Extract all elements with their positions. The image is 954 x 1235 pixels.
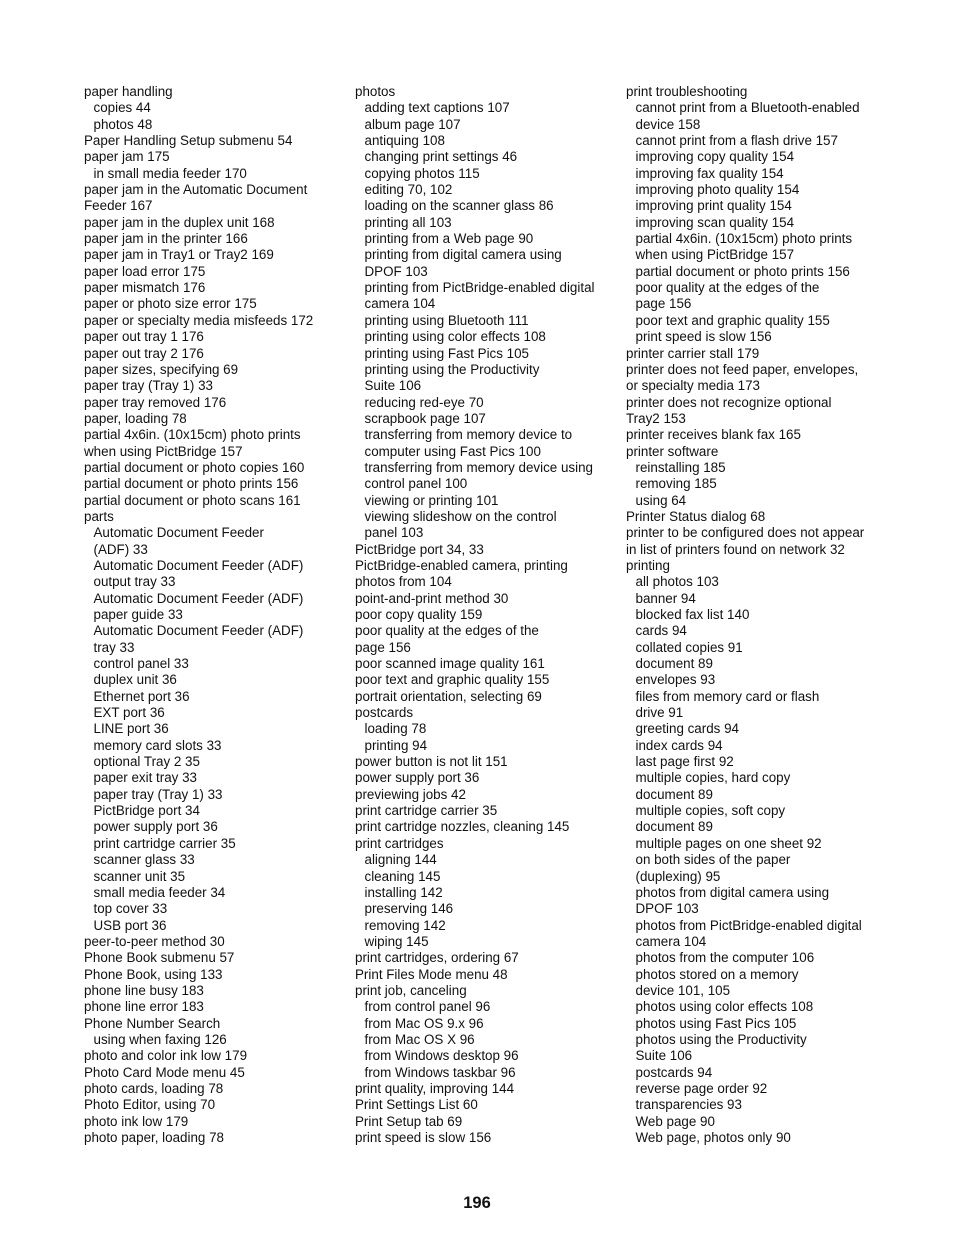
index-subentry: from Windows taskbar 96 [364, 1064, 516, 1080]
index-subentry: printing from digital camera using [364, 247, 562, 263]
index-entry: print cartridge nozzles, cleaning 145 [355, 819, 570, 835]
index-subentry: paper exit tray 33 [93, 770, 197, 786]
index-entry: Phone Book submenu 57 [84, 950, 235, 966]
index-subentry: printing using Fast Pics 105 [364, 345, 529, 361]
index-subentry: changing print settings 46 [364, 149, 518, 165]
index-entry: partial document or photo copies 160 [84, 459, 305, 475]
index-entry: print cartridges, ordering 67 [355, 950, 519, 966]
index-entry: print cartridges [355, 835, 444, 851]
index-subentry: files from memory card or flash [635, 688, 820, 704]
index-subentry: in small media feeder 170 [93, 165, 247, 181]
index-entry: photo ink low 179 [84, 1113, 189, 1129]
index-subentry: transferring from memory device using [364, 459, 593, 475]
index-entry: Feeder 167 [84, 198, 153, 214]
index-subentry: viewing or printing 101 [364, 492, 499, 508]
index-entry: print job, canceling [355, 982, 467, 998]
index-subentry: optional Tray 2 35 [93, 754, 200, 770]
index-entry: poor text and graphic quality 155 [355, 672, 550, 688]
index-entry: photo paper, loading 78 [84, 1130, 224, 1145]
index-subentry: blocked fax list 140 [635, 607, 750, 622]
index-subentry: tray 33 [93, 639, 135, 655]
index-subentry: control panel 33 [93, 656, 189, 672]
index-entry: paper tray removed 176 [84, 394, 227, 410]
index-subentry: page 156 [635, 296, 692, 312]
index-entry: paper sizes, specifying 69 [84, 361, 239, 377]
index-subentry: device 158 [635, 116, 701, 132]
index-entry: Paper Handling Setup submenu 54 [84, 133, 293, 149]
index-entry: printer does not recognize optional [626, 394, 832, 410]
index-subentry: output tray 33 [93, 574, 176, 590]
index-entry: page 156 [355, 639, 411, 655]
index-subentry: index cards 94 [635, 737, 723, 753]
index-subentry: reducing red-eye 70 [364, 394, 484, 410]
index-subentry: (duplexing) 95 [635, 868, 721, 884]
index-subentry: adding text captions 107 [364, 100, 510, 116]
index-subentry: cleaning 145 [364, 868, 441, 884]
index-subentry: cards 94 [635, 623, 687, 639]
index-entry: PictBridge port 34, 33 [355, 541, 484, 557]
index-subentry: Suite 106 [364, 378, 422, 394]
index-subentry: DPOF 103 [364, 263, 428, 279]
index-subentry: duplex unit 36 [93, 672, 177, 688]
index-subentry: device 101, 105 [635, 982, 731, 998]
index-entry: Photo Editor, using 70 [84, 1097, 216, 1113]
index-subentry: last page first 92 [635, 754, 734, 770]
index-subentry: multiple copies, hard copy [635, 770, 791, 786]
index-entry: print cartridge carrier 35 [355, 803, 498, 819]
index-subentry: drive 91 [635, 705, 684, 721]
index-entry: paper load error 175 [84, 263, 206, 279]
index-subentry: Automatic Document Feeder (ADF) [93, 623, 304, 639]
index-entry: paper jam in the Automatic Document [84, 182, 308, 198]
index-subentry: Ethernet port 36 [93, 688, 190, 704]
index-subentry: antiquing 108 [364, 133, 445, 149]
index-entry: print quality, improving 144 [355, 1080, 515, 1096]
index-subentry: Automatic Document Feeder (ADF) [93, 590, 304, 606]
index-column-3 [626, 84, 896, 1146]
index-subentry: from control panel 96 [364, 999, 491, 1015]
index-subentry: photos using Fast Pics 105 [635, 1015, 797, 1031]
index-entry: Tray2 153 [626, 410, 686, 426]
index-entry: printing [626, 557, 670, 573]
index-subentry: removing 142 [364, 917, 446, 933]
index-entry: parts [84, 508, 114, 524]
index-column-1 [84, 84, 346, 1146]
index-entry: paper, loading 78 [84, 410, 187, 426]
index-subentry: printing using color effects 108 [364, 329, 546, 345]
index-subentry: camera 104 [635, 933, 707, 949]
index-entry: photos from 104 [355, 574, 452, 590]
index-entry: power button is not lit 151 [355, 754, 508, 770]
index-entry: Phone Book, using 133 [84, 966, 223, 982]
index-subentry: transferring from memory device to [364, 427, 573, 443]
index-entry: printer does not feed paper, envelopes, [626, 361, 859, 377]
index-entry: Print Files Mode menu 48 [355, 966, 508, 982]
index-subentry: copying photos 115 [364, 165, 480, 181]
index-entry: phone line busy 183 [84, 982, 204, 998]
index-entry: printer to be configured does not appear [626, 525, 865, 541]
index-entry: paper jam in Tray1 or Tray2 169 [84, 247, 274, 263]
index-subentry: postcards 94 [635, 1064, 713, 1080]
index-subentry: memory card slots 33 [93, 737, 222, 753]
index-entry: or specialty media 173 [626, 378, 760, 394]
index-entry: poor scanned image quality 161 [355, 656, 545, 672]
index-entry: Printer Status dialog 68 [626, 508, 766, 524]
index-entry: Print Settings List 60 [355, 1097, 478, 1113]
index-subentry: photos from PictBridge-enabled digital [635, 917, 862, 933]
index-subentry: document 89 [635, 656, 713, 672]
index-subentry: Web page 90 [635, 1113, 715, 1129]
index-subentry: Automatic Document Feeder [93, 525, 264, 541]
index-subentry: loading on the scanner glass 86 [364, 198, 554, 214]
index-subentry: cannot print from a Bluetooth-enabled [635, 100, 860, 116]
index-subentry: EXT port 36 [93, 705, 165, 721]
index-subentry: collated copies 91 [635, 639, 743, 655]
index-subentry: PictBridge port 34 [93, 803, 200, 819]
index-subentry: photos 48 [93, 116, 153, 132]
index-entry: printer software [626, 443, 719, 459]
index-subentry: reverse page order 92 [635, 1080, 768, 1096]
index-subentry: poor text and graphic quality 155 [635, 312, 830, 328]
index-column-2 [355, 84, 617, 1146]
index-entry: paper tray (Tray 1) 33 [84, 378, 213, 394]
index-entry: paper jam in the duplex unit 168 [84, 214, 275, 230]
index-subentry: Automatic Document Feeder (ADF) [93, 557, 304, 573]
index-subentry: from Mac OS 9.x 96 [364, 1015, 484, 1031]
index-entry: poor quality at the edges of the [355, 623, 539, 639]
page-number: 196 [463, 1194, 491, 1212]
index-subentry: photos from digital camera using [635, 884, 830, 900]
index-entry: paper mismatch 176 [84, 280, 206, 296]
index-entry: portrait orientation, selecting 69 [355, 688, 542, 704]
index-entry: Print Setup tab 69 [355, 1113, 463, 1129]
index-subentry: document 89 [635, 819, 713, 835]
index-subentry: transparencies 93 [635, 1097, 742, 1113]
index-subentry: document 89 [635, 786, 713, 802]
index-entry: previewing jobs 42 [355, 786, 466, 802]
index-subentry: (ADF) 33 [93, 541, 148, 557]
index-subentry: wiping 145 [364, 933, 429, 949]
index-subentry: multiple copies, soft copy [635, 803, 786, 819]
index-entry: postcards [355, 705, 414, 721]
index-subentry: envelopes 93 [635, 672, 716, 688]
index-entry: partial 4x6in. (10x15cm) photo prints [84, 427, 301, 443]
index-entry: Photo Card Mode menu 45 [84, 1064, 245, 1080]
index-subentry: on both sides of the paper [635, 852, 791, 868]
index-subentry: panel 103 [364, 525, 424, 541]
index-entry: peer-to-peer method 30 [84, 933, 225, 949]
index-subentry: editing 70, 102 [364, 182, 453, 198]
index-subentry: control panel 100 [364, 476, 468, 492]
index-subentry: printing 94 [364, 737, 428, 753]
index-subentry: Web page, photos only 90 [635, 1130, 791, 1145]
index-entry: paper or photo size error 175 [84, 296, 257, 312]
index-entry: photo and color ink low 179 [84, 1048, 248, 1064]
index-subentry: all photos 103 [635, 574, 719, 590]
index-entry: photos [355, 84, 396, 99]
index-subentry: paper tray (Tray 1) 33 [93, 786, 223, 802]
index-subentry: partial document or photo prints 156 [635, 263, 850, 279]
index-subentry: reinstalling 185 [635, 459, 726, 475]
index-subentry: top cover 33 [93, 901, 168, 917]
index-subentry: multiple pages on one sheet 92 [635, 835, 822, 851]
index-entry: PictBridge-enabled camera, printing [355, 557, 568, 573]
index-entry: partial document or photo scans 161 [84, 492, 301, 508]
index-subentry: scanner glass 33 [93, 852, 195, 868]
index-subentry: scrapbook page 107 [364, 410, 486, 426]
index-subentry: printing using the Productivity [364, 361, 540, 377]
index-subentry: computer using Fast Pics 100 [364, 443, 541, 459]
index-subentry: installing 142 [364, 884, 443, 900]
index-subentry: improving scan quality 154 [635, 214, 795, 230]
index-subentry: Suite 106 [635, 1048, 693, 1064]
index-subentry: print speed is slow 156 [635, 329, 772, 345]
index-subentry: paper guide 33 [93, 607, 183, 622]
index-entry: print troubleshooting [626, 84, 748, 99]
index-subentry: partial 4x6in. (10x15cm) photo prints [635, 231, 853, 247]
index-entry: in list of printers found on network 32 [626, 541, 845, 557]
index-subentry: improving copy quality 154 [635, 149, 795, 165]
index-subentry: printing all 103 [364, 214, 452, 230]
index-entry: paper jam in the printer 166 [84, 231, 248, 247]
index-subentry: from Windows desktop 96 [364, 1048, 519, 1064]
index-subentry: LINE port 36 [93, 721, 169, 737]
index-subentry: copies 44 [93, 100, 151, 116]
index-entry: paper out tray 1 176 [84, 329, 204, 345]
index-subentry: scanner unit 35 [93, 868, 186, 884]
index-entry: paper handling [84, 84, 173, 99]
index-subentry: preserving 146 [364, 901, 454, 917]
index-subentry: loading 78 [364, 721, 427, 737]
index-entry: phone line error 183 [84, 999, 204, 1015]
index-subentry: improving print quality 154 [635, 198, 792, 214]
index-entry: paper or specialty media misfeeds 172 [84, 312, 314, 328]
index-entry: Phone Number Search [84, 1015, 221, 1031]
index-entry: print speed is slow 156 [355, 1130, 492, 1145]
index-entry: printer receives blank fax 165 [626, 427, 801, 443]
index-entry: printer carrier stall 179 [626, 345, 760, 361]
index-subentry: printing from a Web page 90 [364, 231, 534, 247]
index-subentry: USB port 36 [93, 917, 167, 933]
index-subentry: camera 104 [364, 296, 436, 312]
index-subentry: aligning 144 [364, 852, 437, 868]
index-entry: photo cards, loading 78 [84, 1080, 224, 1096]
index-subentry: album page 107 [364, 116, 461, 132]
index-entry: poor copy quality 159 [355, 607, 483, 622]
index-entry: point-and-print method 30 [355, 590, 509, 606]
index-subentry: banner 94 [635, 590, 696, 606]
index-subentry: photos using color effects 108 [635, 999, 814, 1015]
index-subentry: power supply port 36 [93, 819, 218, 835]
index-subentry: removing 185 [635, 476, 717, 492]
index-subentry: using when faxing 126 [93, 1031, 227, 1047]
index-subentry: when using PictBridge 157 [635, 247, 795, 263]
index-subentry: printing from PictBridge-enabled digital [364, 280, 595, 296]
index-subentry: print cartridge carrier 35 [93, 835, 236, 851]
index-subentry: greeting cards 94 [635, 721, 739, 737]
index-subentry: photos stored on a memory [635, 966, 799, 982]
index-entry: power supply port 36 [355, 770, 480, 786]
index-subentry: viewing slideshow on the control [364, 508, 557, 524]
index-subentry: photos using the Productivity [635, 1031, 807, 1047]
index-subentry: using 64 [635, 492, 687, 508]
index-subentry: small media feeder 34 [93, 884, 226, 900]
index-subentry: printing using Bluetooth 111 [364, 312, 529, 328]
index-subentry: from Mac OS X 96 [364, 1031, 475, 1047]
index-entry: partial document or photo prints 156 [84, 476, 299, 492]
index-subentry: poor quality at the edges of the [635, 280, 820, 296]
index-entry: when using PictBridge 157 [84, 443, 243, 459]
index-subentry: photos from the computer 106 [635, 950, 815, 966]
index-entry: paper out tray 2 176 [84, 345, 204, 361]
index-subentry: cannot print from a flash drive 157 [635, 133, 838, 149]
index-entry: paper jam 175 [84, 149, 170, 165]
index-subentry: DPOF 103 [635, 901, 699, 917]
index-subentry: improving fax quality 154 [635, 165, 784, 181]
index-subentry: improving photo quality 154 [635, 182, 800, 198]
